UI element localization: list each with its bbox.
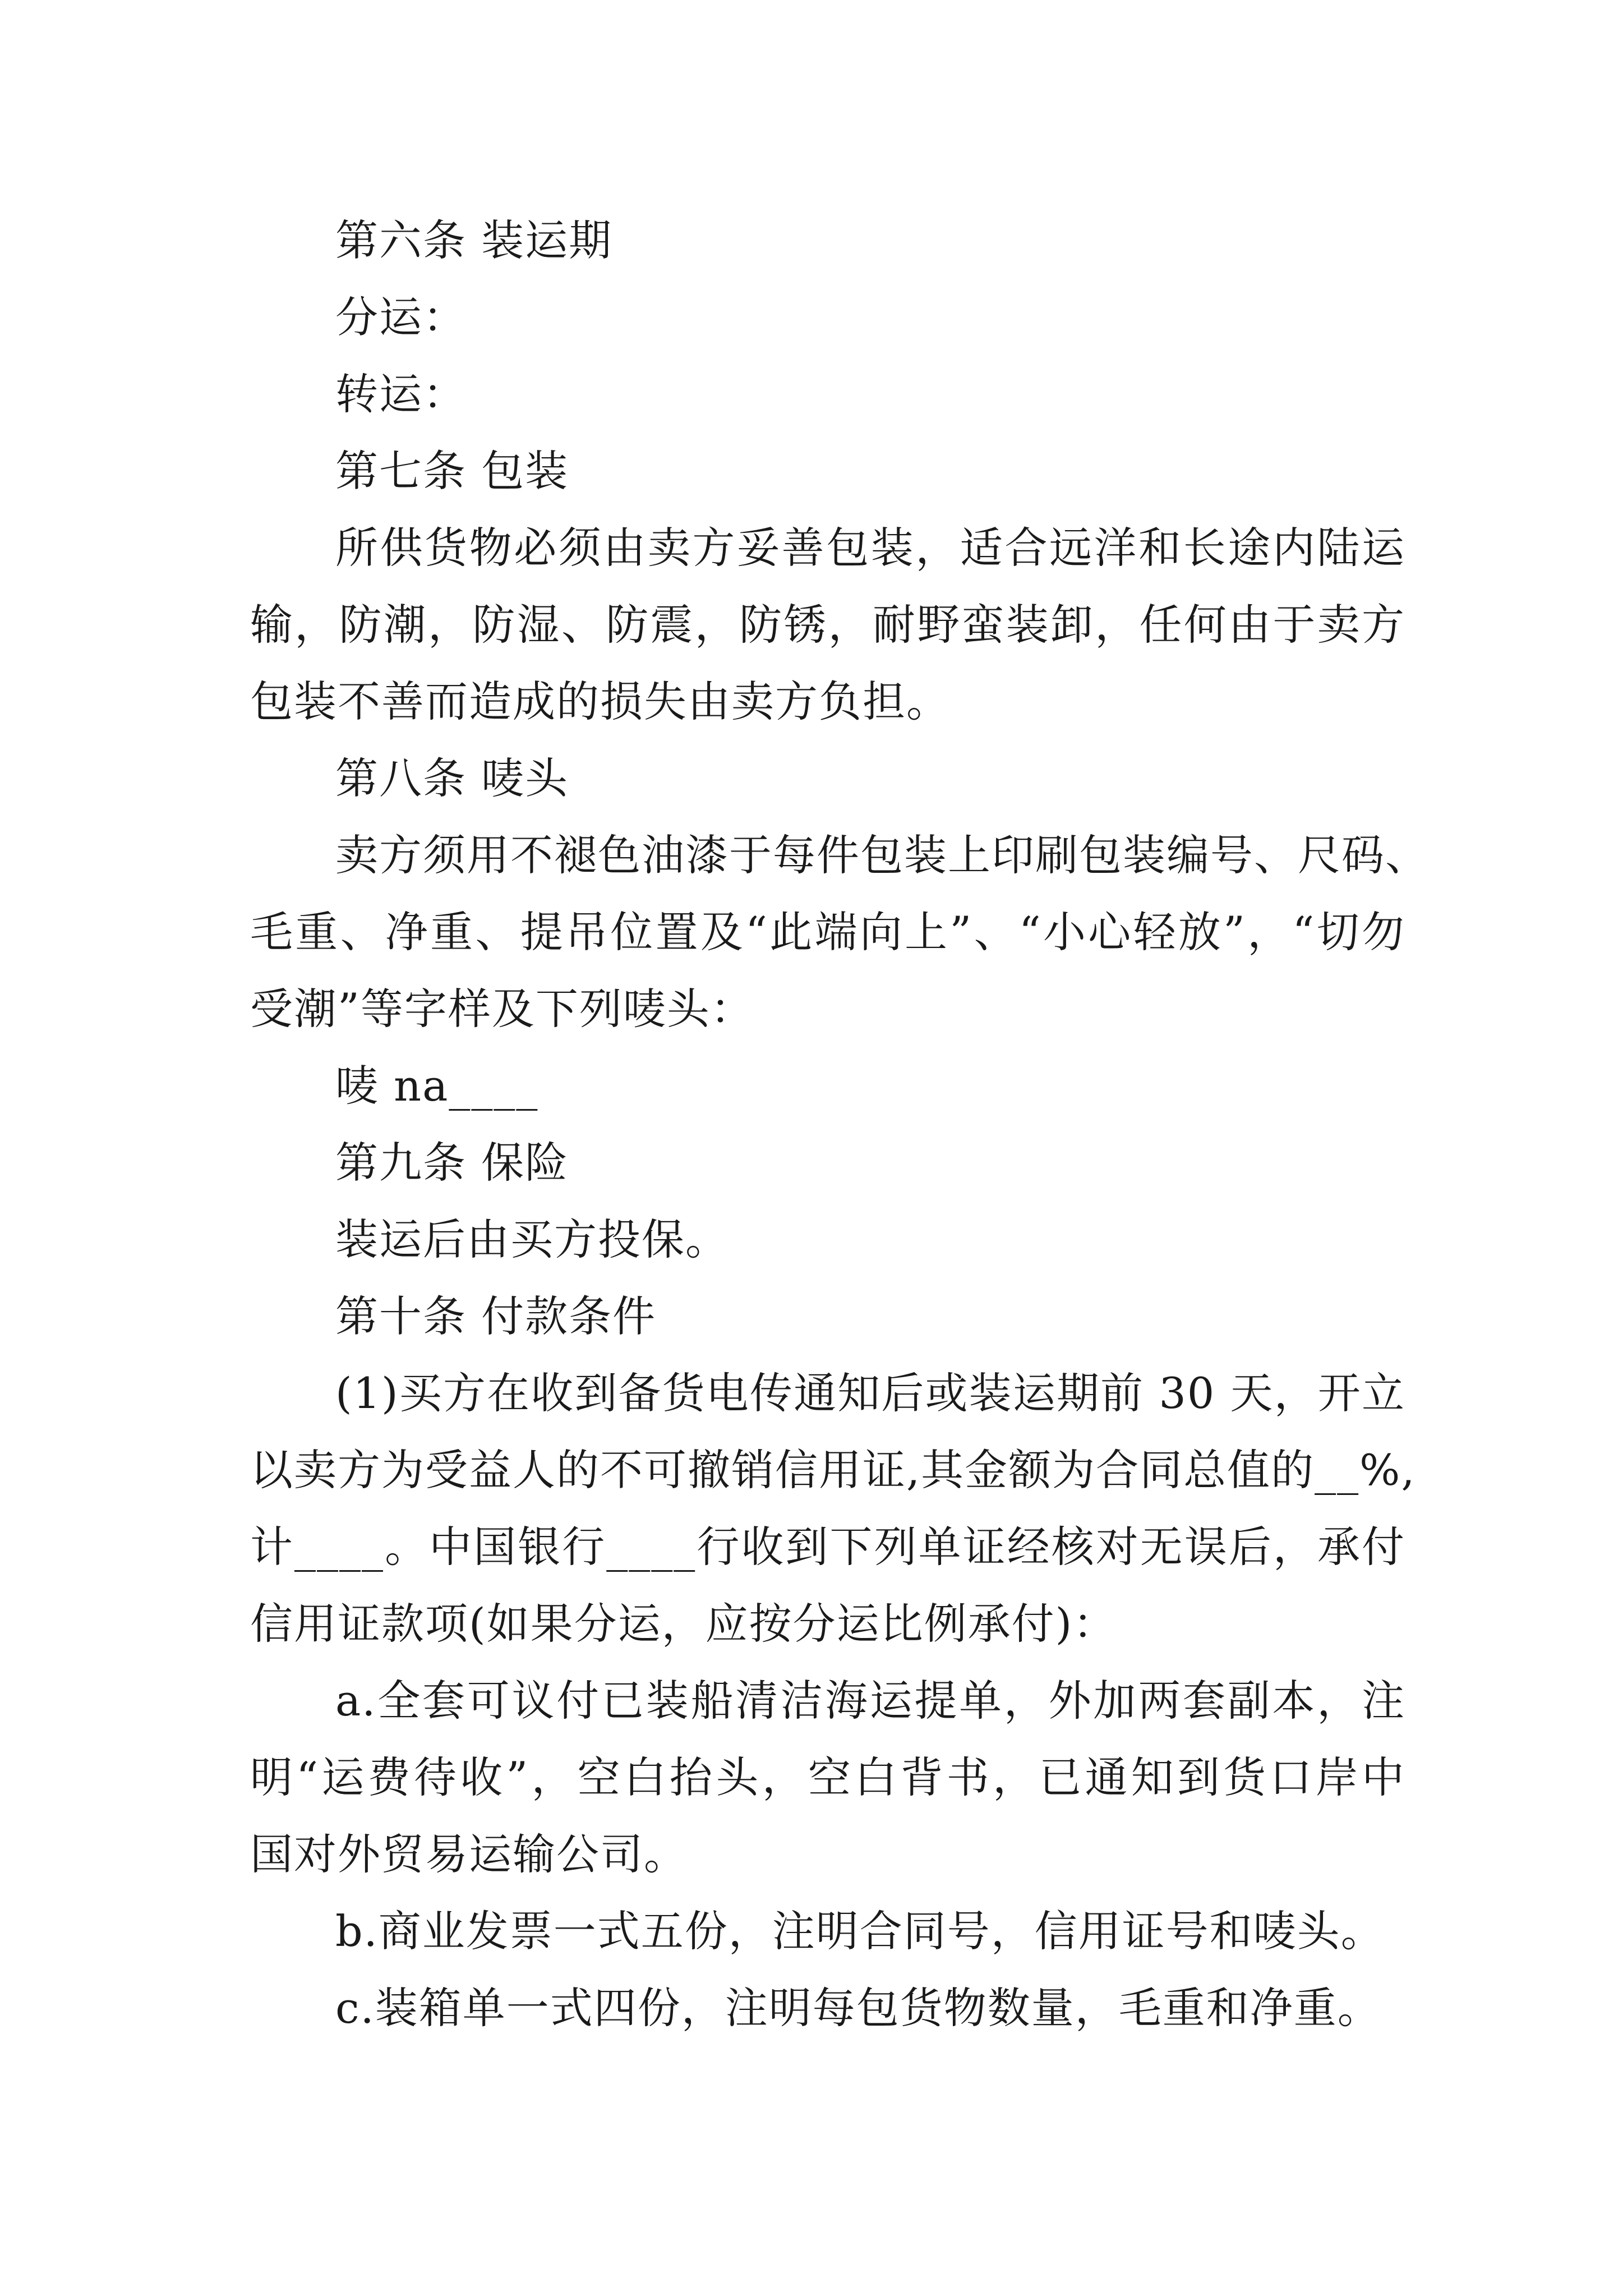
packing-paragraph-line-1: 所供货物必须由卖方妥善包装，适合远洋和长途内陆运 xyxy=(335,523,1405,573)
article-7-heading: 第七条 包装 xyxy=(335,446,569,496)
packing-paragraph-line-3: 包装不善而造成的损失由卖方负担。 xyxy=(250,677,950,726)
transshipment-line: 转运： xyxy=(335,369,467,419)
item-c-line: c.装箱单一式四份，注明每包货物数量，毛重和净重。 xyxy=(335,1983,1381,2033)
packing-paragraph-line-2: 输，防潮，防湿、防震，防锈，耐野蛮装卸，任何由于卖方 xyxy=(250,600,1405,650)
shipping-mark-line: 唛 na____ xyxy=(335,1061,539,1111)
article-8-heading: 第八条 唛头 xyxy=(335,753,569,803)
article-6-heading: 第六条 装运期 xyxy=(335,215,613,265)
payment-paragraph-line-4: 信用证款项(如果分运，应按分运比例承付)： xyxy=(250,1599,1117,1649)
item-b-line: b.商业发票一式五份，注明合同号，信用证号和唛头。 xyxy=(335,1906,1385,1956)
insurance-line: 装运后由买方投保。 xyxy=(335,1214,729,1264)
marks-paragraph-line-1: 卖方须用不褪色油漆于每件包装上印刷包装编号、尺码、 xyxy=(335,830,1429,880)
item-a-line-3: 国对外贸易运输公司。 xyxy=(250,1829,688,1879)
item-a-line-1: a.全套可议付已装船清洁海运提单，外加两套副本，注 xyxy=(335,1676,1405,1726)
article-10-heading: 第十条 付款条件 xyxy=(335,1291,657,1341)
payment-paragraph-line-3: 计____。中国银行____行收到下列单证经核对无误后，承付 xyxy=(250,1522,1405,1572)
document-body xyxy=(250,202,1429,2046)
article-9-heading: 第九条 保险 xyxy=(335,1138,569,1188)
payment-paragraph-line-1: (1)买方在收到备货电传通知后或装运期前 30 天，开立 xyxy=(335,1368,1405,1418)
marks-paragraph-line-2: 毛重、净重、提吊位置及“此端向上”、“小心轻放”，“切勿 xyxy=(250,907,1405,957)
payment-paragraph-line-2: 以卖方为受益人的不可撤销信用证,其金额为合同总值的__%, xyxy=(250,1445,1416,1495)
item-a-line-2: 明“运费待收”，空白抬头，空白背书，已通知到货口岸中 xyxy=(250,1752,1405,1802)
marks-paragraph-line-3: 受潮”等字样及下列唛头： xyxy=(250,984,754,1034)
partial-shipment-line: 分运： xyxy=(335,292,467,342)
